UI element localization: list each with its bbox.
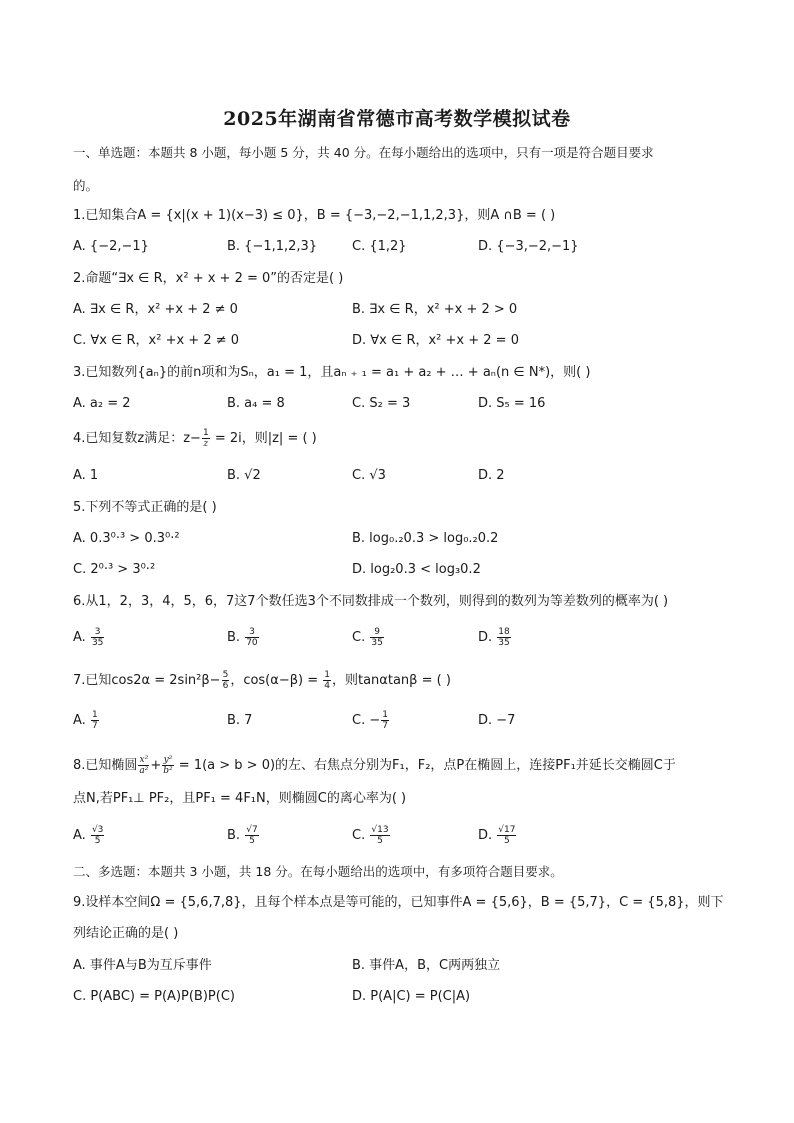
question-3-option-a[interactable]: A. a₂ = 2 [73,396,131,411]
question-9-option-d[interactable]: D. P(A|C) = P(C|A) [352,989,471,1004]
question-7-option-a[interactable]: A. $\frac{1}{7}$ [73,710,98,731]
question-6-option-a[interactable]: A. $\frac{3}{35}$ [73,627,104,648]
fraction: $\frac{√7}{5}$ [246,825,258,846]
fraction: $\frac{3}{35}$ [91,627,104,648]
section-2-instructions: 二、多选题：本题共 3 小题，共 18 分。在每小题给出的选项中，有多项符合题目要求。 [73,864,563,879]
question-5-option-b[interactable]: B. log₀.₂0.3 > log₀.₂0.2 [352,531,499,546]
fraction: $\frac{3}{70}$ [246,627,258,648]
question-8-option-c[interactable]: C. $\frac{√13}{5}$ [352,825,389,846]
question-5-stem: 5.下列不等式正确的是( ) [73,500,217,515]
fraction: $\frac{1}{7}$ [91,710,98,731]
question-2-option-b[interactable]: B. ∃x ∈ R，x² +x + 2 > 0 [352,302,518,317]
question-7-stem: 7.已知cos2α = 2sin²β− $\frac{5}{6}$ ，cos(α−β) = $\frac{1}{4}$ ，则tanαtanβ = ( ) [73,670,451,691]
question-4-option-b[interactable]: B. √2 [227,468,261,483]
fraction: $\frac{√3}{5}$ [91,825,104,846]
question-8-option-b[interactable]: B. $\frac{√7}{5}$ [227,825,258,846]
fraction: $\frac{9}{35}$ [371,627,383,648]
fraction: $\frac{18}{35}$ [498,627,510,648]
question-2-stem: 2.命题“∃x ∈ R，x² + x + 2 = 0”的否定是( ) [73,271,344,286]
fraction: $\frac{1}{7}$ [382,710,388,731]
question-9-option-c[interactable]: C. P(ABC) = P(A)P(B)P(C) [73,989,235,1004]
question-5-option-d[interactable]: D. log₂0.3 < log₃0.2 [352,562,481,577]
question-8-stem: 8.已知椭圆 $\frac{\text{x²}}{\text{a²}}$ + $\frac{\text{y²}}{\text{b²}}$ = 1(a > b > 0)的左、右焦点分别为F₁，F₂，点P在椭圆上，连接PF₁并延长交椭圆C于 [73,755,676,776]
fraction: $\frac{√13}{5}$ [371,825,389,846]
question-7-option-d[interactable]: D. −7 [478,713,516,728]
question-1-option-a[interactable]: A. {−2,−1} [73,239,149,254]
question-4-option-c[interactable]: C. √3 [352,468,386,483]
fraction: $\frac{\text{x²}}{\text{a²}}$ [139,755,149,776]
question-8-option-d[interactable]: D. $\frac{√17}{5}$ [478,825,516,846]
question-9-option-b[interactable]: B. 事件A，B，C两两独立 [352,958,501,973]
question-3-stem: 3.已知数列{aₙ}的前n项和为Sₙ，a₁ = 1，且aₙ ₊ ₁ = a₁ + a₂ + … + aₙ(n ∈ N*)，则( ) [73,365,591,380]
question-1-stem: 1.已知集合A = {x|(x + 1)(x−3) ≤ 0}，B = {−3,−2,−1,1,2,3}，则A ∩B = ( ) [73,208,556,223]
question-4-stem: 4.已知复数z满足：z− $\frac{1}{z}$ = 2i，则|z| = ( ) [73,428,317,449]
question-7-option-c[interactable]: C. − $\frac{1}{7}$ [352,710,388,731]
question-6-option-d[interactable]: D. $\frac{18}{35}$ [478,627,510,648]
question-6-option-b[interactable]: B. $\frac{3}{70}$ [227,627,258,648]
question-9-stem-cont: 列结论正确的是( ) [73,926,179,941]
section-1-instructions: 一、单选题：本题共 8 小题，每小题 5 分，共 40 分。在每小题给出的选项中，只有一项是符合题目要求 [73,145,654,160]
question-2-option-a[interactable]: A. ∃x ∈ R，x² +x + 2 ≠ 0 [73,302,238,317]
fraction: $\frac{√17}{5}$ [498,825,516,846]
question-5-option-c[interactable]: C. 2⁰·³ > 3⁰·² [73,562,156,577]
question-3-option-b[interactable]: B. a₄ = 8 [227,396,285,411]
question-9-option-a[interactable]: A. 事件A与B为互斥事件 [73,958,212,973]
fraction: $\frac{1}{4}$ [324,670,330,691]
question-9-stem: 9.设样本空间Ω = {5,6,7,8}，且每个样本点是等可能的，已知事件A = {5,6}，B = {5,7}，C = {5,8}，则下 [73,895,724,910]
question-8-stem-cont: 点N,若PF₁⊥ PF₂，且PF₁ = 4F₁N，则椭圆C的离心率为( ) [73,791,407,806]
fraction: $\frac{1}{z}$ [202,428,209,449]
question-4-option-a[interactable]: A. 1 [73,468,99,483]
question-1-option-b[interactable]: B. {−1,1,2,3} [227,239,318,254]
fraction: $\frac{5}{6}$ [222,670,229,691]
question-4-option-d[interactable]: D. 2 [478,468,505,483]
question-6-stem: 6.从1，2，3，4，5，6，7这7个数任选3个不同数排成一个数列，则得到的数列为等差数列的概率为( ) [73,594,669,609]
question-1-option-c[interactable]: C. {1,2} [352,239,407,254]
question-6-option-c[interactable]: C. $\frac{9}{35}$ [352,627,383,648]
question-2-option-c[interactable]: C. ∀x ∈ R，x² +x + 2 ≠ 0 [73,333,240,348]
question-8-option-a[interactable]: A. $\frac{√3}{5}$ [73,825,104,846]
question-5-option-a[interactable]: A. 0.3⁰·³ > 0.3⁰·² [73,531,180,546]
question-7-option-b[interactable]: B. 7 [227,713,253,728]
page-title: 2025年湖南省常德市高考数学模拟试卷 [223,108,571,130]
question-3-option-d[interactable]: D. S₅ = 16 [478,396,546,411]
section-1-instructions-cont: 的。 [73,178,99,193]
question-1-option-d[interactable]: D. {−3,−2,−1} [478,239,579,254]
question-2-option-d[interactable]: D. ∀x ∈ R，x² +x + 2 = 0 [352,333,519,348]
question-3-option-c[interactable]: C. S₂ = 3 [352,396,411,411]
fraction: $\frac{\text{y²}}{\text{b²}}$ [163,755,173,776]
